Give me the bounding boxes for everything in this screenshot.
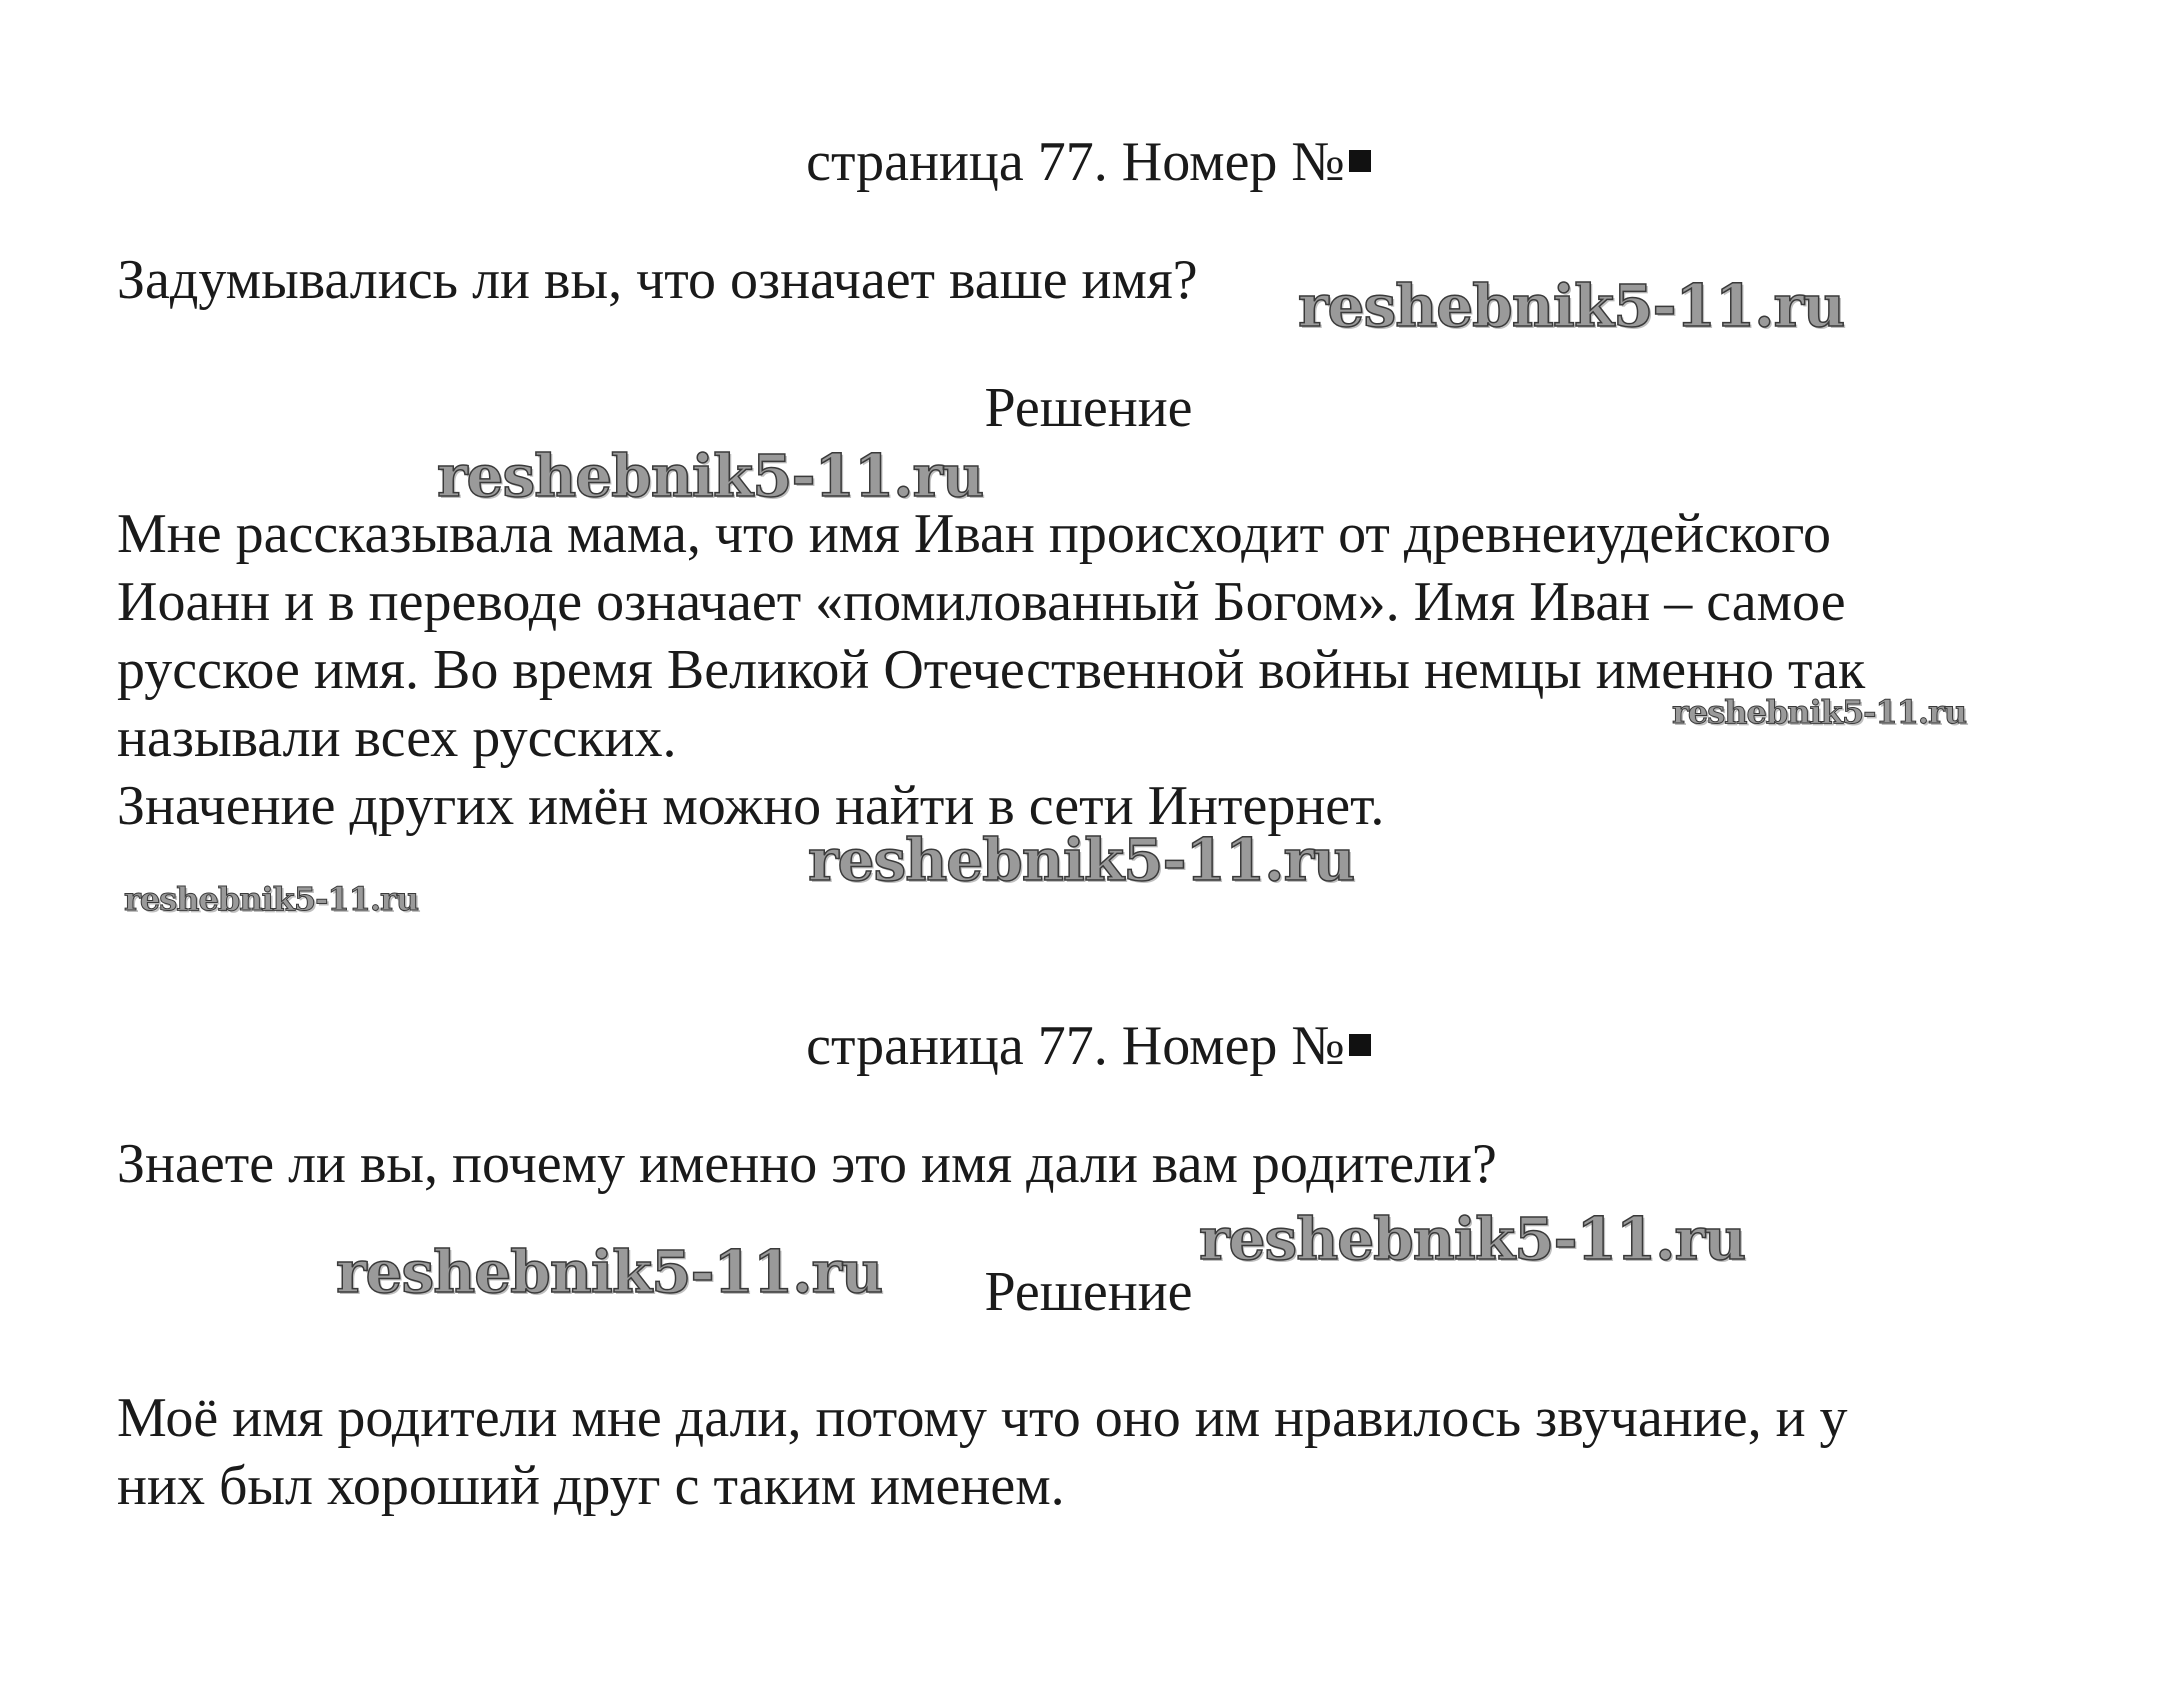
section-2-solution-label: Решение (984, 1261, 1193, 1323)
section-1-heading-text: страница 77. Номер № (806, 131, 1345, 193)
answer-line: называли всех русских. (117, 707, 677, 769)
section-2-question: Знаете ли вы, почему именно это имя дали вам родители? (117, 1133, 1497, 1195)
answer-line: Мне рассказывала мама, что имя Иван происходит от древнеиудейского (117, 503, 1831, 565)
watermark-logo: reshebnik5-11.ru (808, 826, 1355, 894)
section-2-answer (117, 1384, 1848, 1520)
answer-line: них был хороший друг с таким именем. (117, 1455, 1065, 1517)
watermark-logo: reshebnik5-11.ru (124, 880, 419, 918)
section-1-question: Задумывались ли вы, что означает ваше имя? (117, 249, 1198, 311)
answer-line: русское имя. Во время Великой Отечественной войны немцы именно так (117, 639, 1866, 701)
watermark-logo: reshebnik5-11.ru (336, 1238, 883, 1306)
redacted-number-box (1349, 1034, 1371, 1056)
section-2-heading (0, 1012, 2177, 1080)
section-2-heading-text: страница 77. Номер № (806, 1015, 1345, 1077)
watermark-logo: reshebnik5-11.ru (437, 442, 984, 510)
answer-line: Моё имя родители мне дали, потому что оно им нравилось звучание, и у (117, 1387, 1848, 1449)
watermark-logo: reshebnik5-11.ru (1672, 693, 1967, 731)
watermark-logo: reshebnik5-11.ru (1298, 272, 1845, 340)
section-1-answer (117, 500, 1865, 840)
section-1-heading (0, 128, 2177, 196)
watermark-logo: reshebnik5-11.ru (1199, 1205, 1746, 1273)
answer-line: Иоанн и в переводе означает «помилованный Богом». Имя Иван – самое (117, 571, 1846, 633)
section-1-solution-label: Решение (984, 377, 1193, 439)
answer-line: Значение других имён можно найти в сети Интернет. (117, 775, 1385, 837)
redacted-number-box (1349, 150, 1371, 172)
